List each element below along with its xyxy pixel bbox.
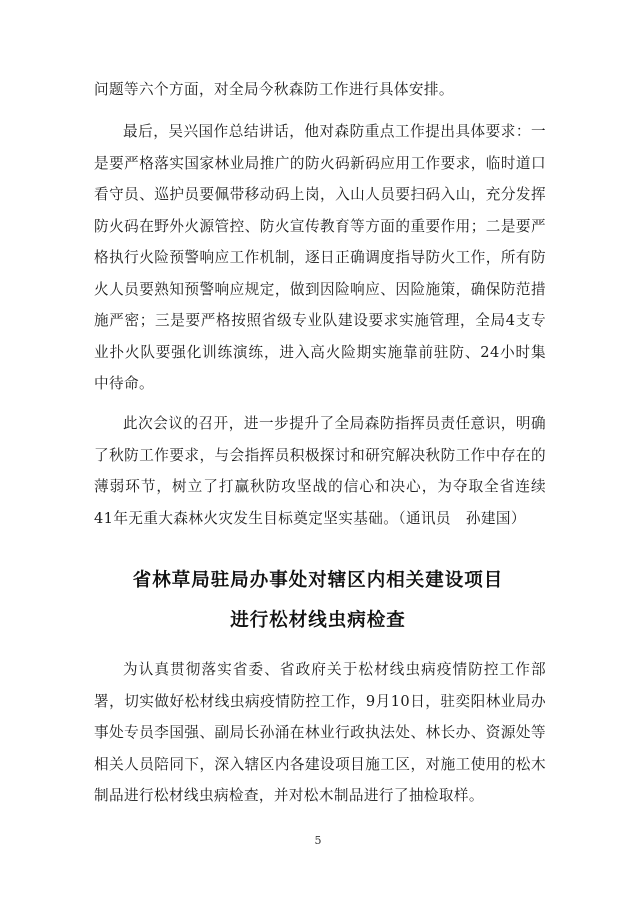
article-summary-paragraph: 最后，吴兴国作总结讲话，他对森防重点工作提出具体要求：一是要严格落实国家林业局推广的防火码新码应用工作要求，临时道口看守员、巡护员要佩带移动码上岗，入山人员要扫码入山，充分发挥防火码在野外火源管控、防火宣传教育等方面的重要作用；二是要严格执行火险预警响应工作机制，逐日正确调度指导防火工作，所有防火人员要熟知预警响应规定，做到因险响应、因险施策，确保防范措施严密；三是要严格按照省级专业队建设要求实施管理，全局4支专业扑火队要强化训练演练，进入高火险期实施靠前驻防、24小时集中待命。 [94, 123, 546, 392]
news-headline-line-1: 省林草局驻局办事处对辖区内相关建设项目 [132, 570, 504, 591]
article-conclusion-paragraph: 此次会议的召开，进一步提升了全局森防指挥员责任意识，明确了秋防工作要求，与会指挥员积极探讨和研究解决秋防工作中存在的薄弱环节，树立了打赢秋防攻坚战的信心和决心，为夺取全省连续41年无重大森林火灾发生目标奠定坚实基础。（通讯员 孙建国） [94, 415, 546, 527]
news-headline-line-2: 进行松材线虫病检查 [230, 610, 406, 631]
news-body-paragraph: 为认真贯彻落实省委、省政府关于松材线虫病疫情防控工作部署，切实做好松材线虫病疫情防控工作，9月10日，驻奕阳林业局办事处专员李国强、副局长孙涌在林业行政执法处、林长办、资源处等相关人员陪同下，深入辖区内各建设项目施工区，对施工使用的松木制品进行松材线虫病检查，并对松木制品进行了抽检取样。 [94, 661, 546, 804]
page-number: 5 [314, 834, 322, 847]
article-intro-tail: 问题等六个方面，对全局今秋森防工作进行具体安排。 [94, 81, 454, 98]
